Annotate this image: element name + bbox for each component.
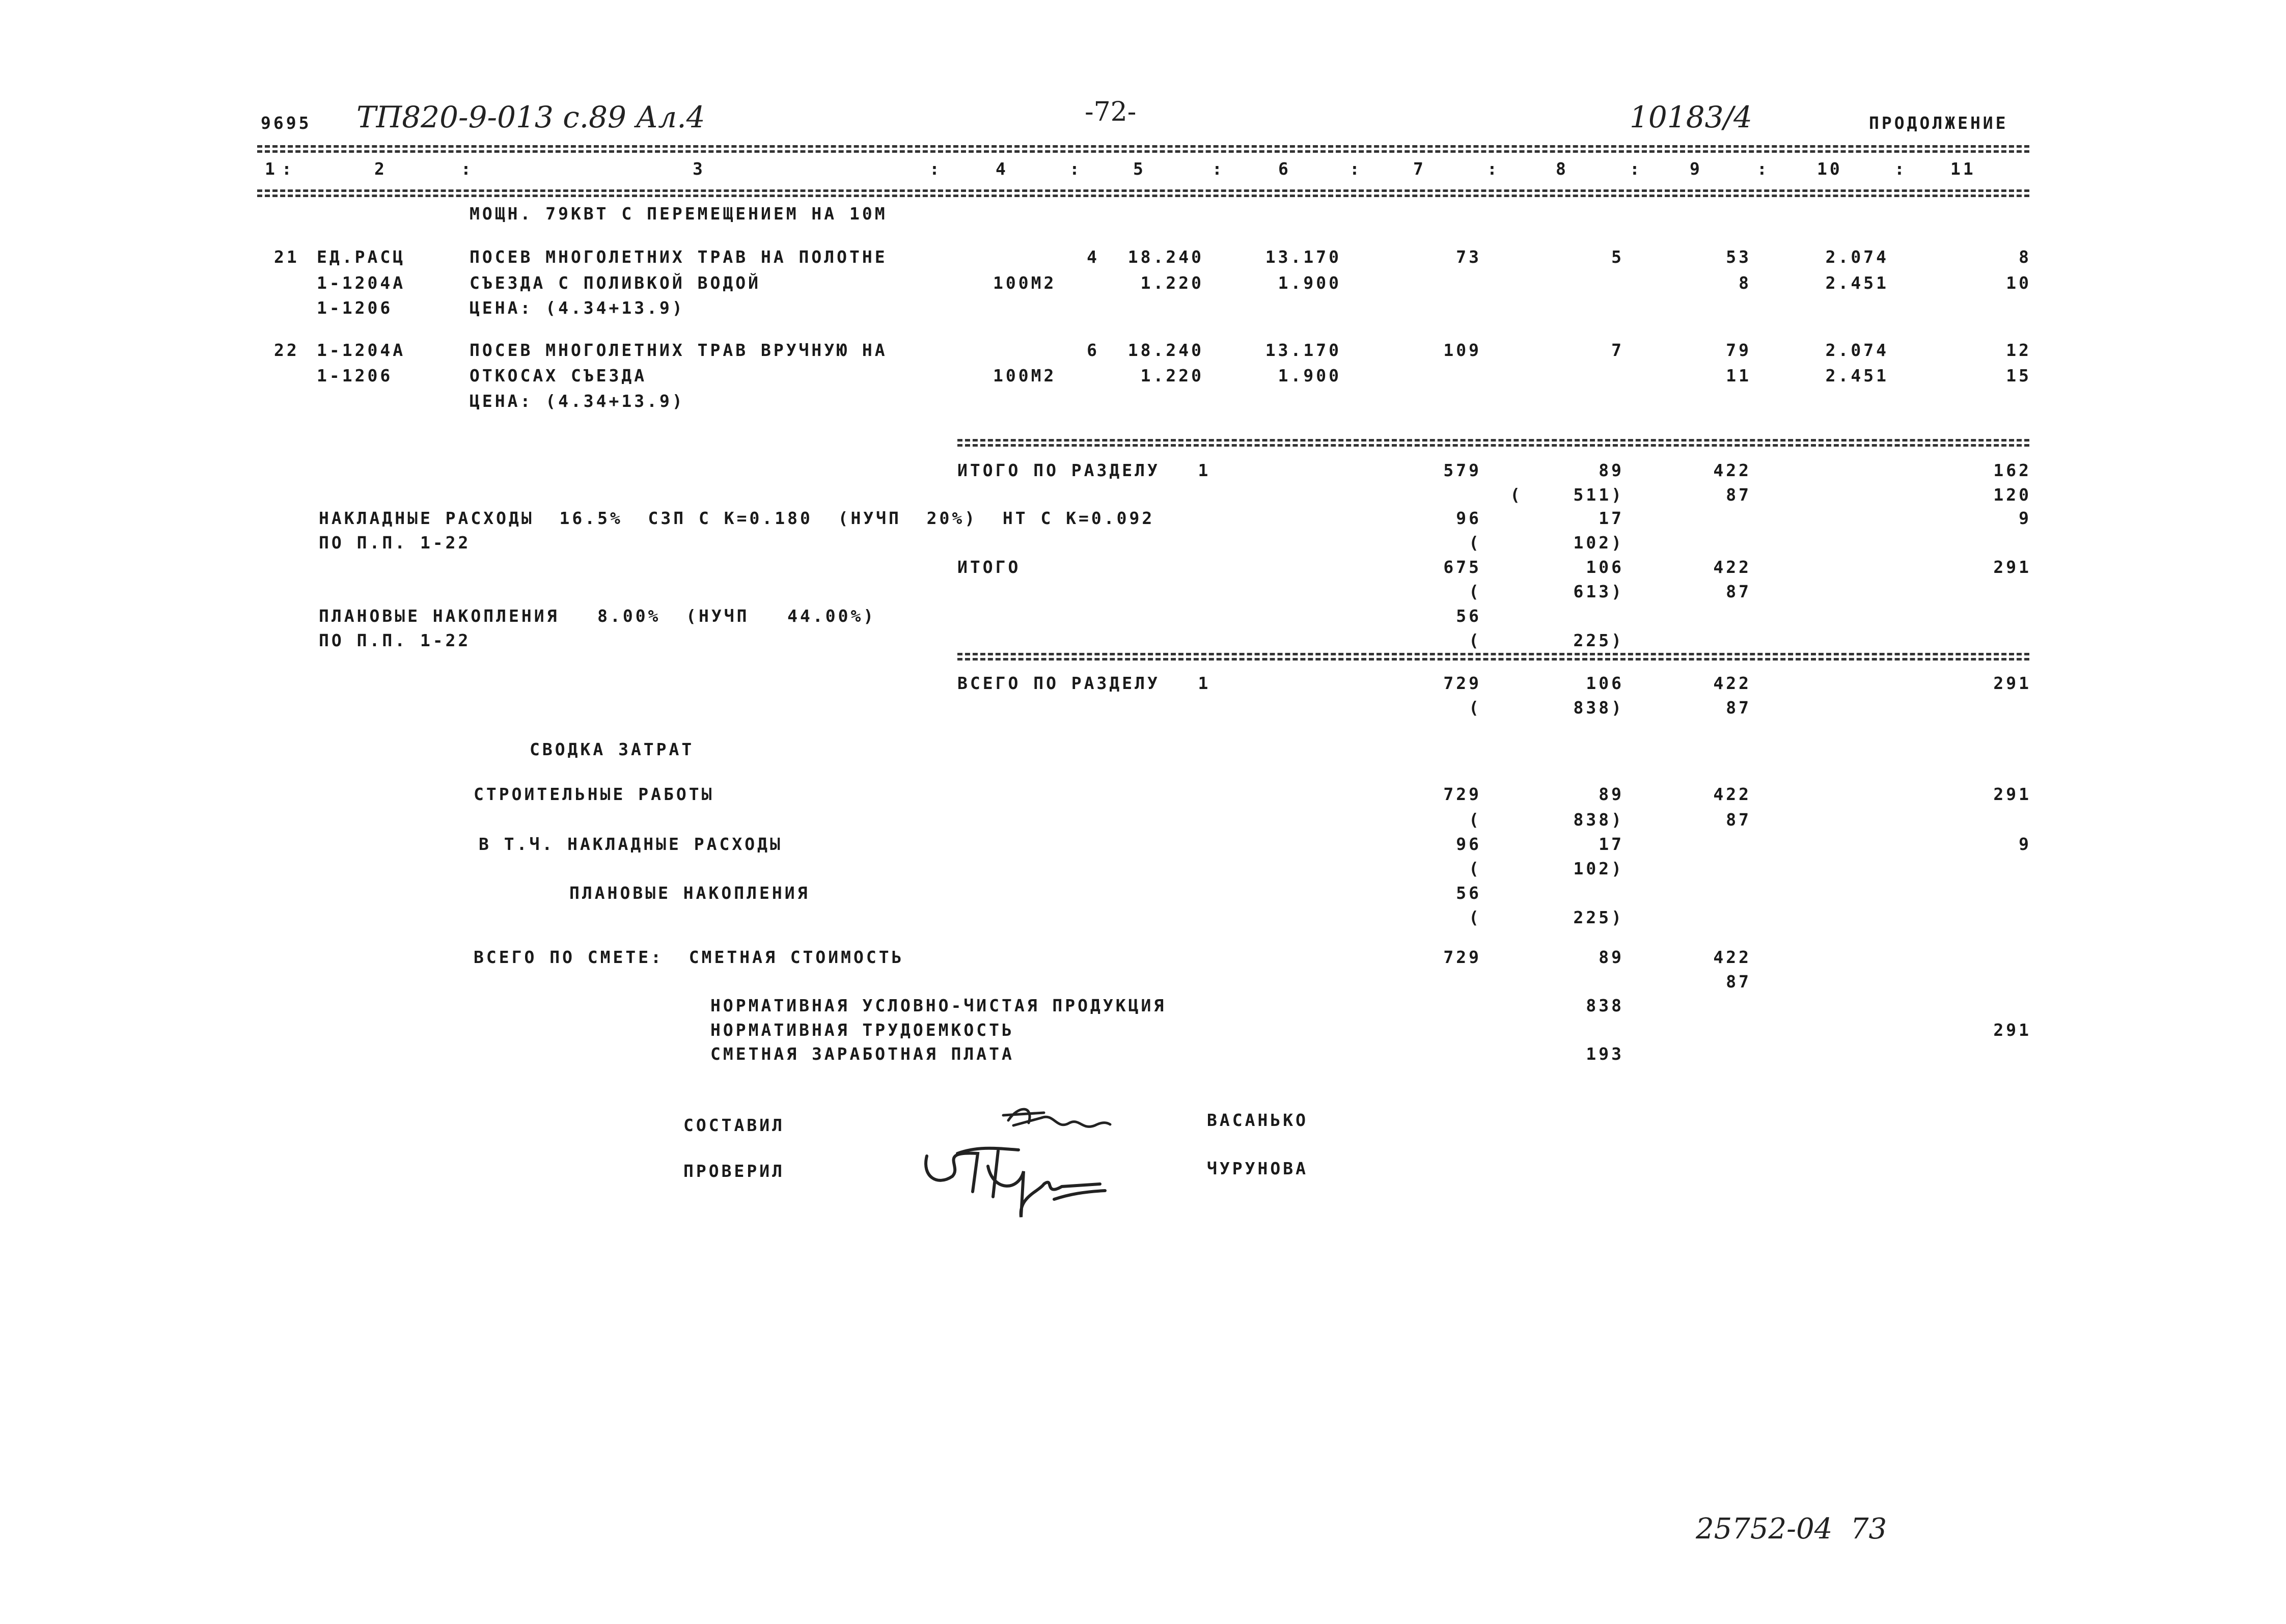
summary-label: В Т.Ч. НАКЛАДНЫЕ РАСХОДЫ [479, 834, 783, 854]
cell: 56 [1456, 606, 1481, 626]
cell: 10 [2006, 273, 2031, 293]
cell: 291 [1993, 557, 2031, 577]
section-rule [957, 653, 2029, 655]
cell: 2.074 [1825, 340, 1889, 360]
cell: 838 [1586, 996, 1624, 1015]
reference-number: 10183/4 [1630, 100, 1752, 134]
cell: ( [1469, 907, 1481, 927]
column-header: 6 [1278, 159, 1291, 179]
cell: 9 [2019, 834, 2031, 854]
cell: 162 [1993, 460, 2031, 480]
section-rule [957, 439, 2029, 442]
summary-label: ПЛАНОВЫЕ НАКОПЛЕНИЯ [569, 883, 810, 903]
summary-title: СВОДКА ЗАТРАТ [530, 739, 695, 759]
cell: 1.900 [1278, 273, 1341, 293]
cell: ( [1469, 630, 1481, 650]
summary-label: СТРОИТЕЛЬНЫЕ РАБОТЫ [474, 784, 714, 804]
item-code: ЕД.РАСЦ [317, 247, 406, 267]
item-unit: 100М2 [993, 273, 1057, 293]
cell: 291 [1993, 1020, 2031, 1040]
cell: ( 511) [1510, 485, 1624, 505]
cell: 2.451 [1825, 366, 1889, 386]
cell: 291 [1993, 784, 2031, 804]
section-rule-2 [957, 658, 2029, 660]
cell: 613) [1573, 582, 1624, 601]
column-header: 9 [1690, 159, 1702, 179]
summary-label: СМЕТНАЯ ЗАРАБОТНАЯ ПЛАТА [710, 1044, 1014, 1064]
item-description: ОТКОСАХ СЪЕЗДА [470, 366, 647, 386]
item-description: ПОСЕВ МНОГОЛЕТНИХ ТРАВ ВРУЧНУЮ НА [470, 340, 888, 360]
continued-label: ПРОДОЛЖЕНИЕ [1869, 113, 2008, 133]
cell: 193 [1586, 1044, 1624, 1064]
item-description: СЪЕЗДА С ПОЛИВКОЙ ВОДОЙ [470, 273, 761, 293]
cell: 102) [1573, 859, 1624, 878]
cell: 87 [1726, 582, 1751, 601]
item-number: 22 [274, 340, 299, 360]
cell: ( [1469, 698, 1481, 718]
checked-name: ЧУРУНОВА [1207, 1159, 1308, 1178]
signature-mark [998, 1095, 1131, 1141]
cell: 2.451 [1825, 273, 1889, 293]
item-description: ПОСЕВ МНОГОЛЕТНИХ ТРАВ НА ПОЛОТНЕ [470, 247, 888, 267]
cell: 675 [1443, 557, 1481, 577]
cell: 89 [1599, 460, 1624, 480]
cell: 87 [1726, 698, 1751, 718]
column-header: 4 [996, 159, 1008, 179]
item-number: 21 [274, 247, 299, 267]
cell: 17 [1599, 834, 1624, 854]
cell: 1.220 [1140, 366, 1204, 386]
cell: ( [1469, 533, 1481, 553]
cell: 106 [1586, 557, 1624, 577]
cell: 8 [2019, 247, 2031, 267]
cell: 89 [1599, 784, 1624, 804]
item-code: 1-1206 [317, 298, 393, 318]
column-header: 11 [1950, 159, 1976, 179]
column-header: 1 [265, 159, 278, 179]
item-unit: 100М2 [993, 366, 1057, 386]
cell: ( [1469, 582, 1481, 601]
cell: 8 [1739, 273, 1751, 293]
cell: 225) [1573, 630, 1624, 650]
cell: 9 [2019, 508, 2031, 528]
item-code: 1-1204А [317, 340, 406, 360]
column-header: 2 [374, 159, 387, 179]
cell: 13.170 [1265, 340, 1341, 360]
cell: 12 [2006, 340, 2031, 360]
cell: 5 [1611, 247, 1624, 267]
cell: 422 [1713, 673, 1751, 693]
cell: ( [1469, 810, 1481, 830]
cell: 422 [1713, 557, 1751, 577]
cell: 56 [1456, 883, 1481, 903]
header-rule-bottom [257, 189, 2029, 192]
cell: 422 [1713, 460, 1751, 480]
cell: 120 [1993, 485, 2031, 505]
cell: 729 [1443, 784, 1481, 804]
cell: 422 [1713, 784, 1751, 804]
summary-label: НОРМАТИВНАЯ ТРУДОЕМКОСТЬ [710, 1020, 1014, 1040]
savings-label: ПО П.П. 1-22 [319, 630, 471, 650]
cell: 96 [1456, 834, 1481, 854]
cell: 11 [1726, 366, 1751, 386]
overhead-label: ПО П.П. 1-22 [319, 533, 471, 553]
cell: 15 [2006, 366, 2031, 386]
cell: 96 [1456, 508, 1481, 528]
cell: 729 [1443, 947, 1481, 967]
compiled-name: ВАСАНЬКО [1207, 1110, 1308, 1130]
cell: 291 [1993, 673, 2031, 693]
cell: 73 [1456, 247, 1481, 267]
column-header: 5 [1133, 159, 1146, 179]
cell: 838) [1573, 810, 1624, 830]
header-rule-top-2 [257, 150, 2029, 153]
column-header: 8 [1556, 159, 1568, 179]
cell: 838) [1573, 698, 1624, 718]
cell: 422 [1713, 947, 1751, 967]
all-section-label: ВСЕГО ПО РАЗДЕЛУ 1 [957, 673, 1211, 693]
column-header: 7 [1413, 159, 1426, 179]
doc-id: ТП820-9-013 с.89 Ал.4 [356, 100, 705, 134]
section-total-label: ИТОГО ПО РАЗДЕЛУ 1 [957, 460, 1211, 480]
header-rule-bottom-2 [257, 195, 2029, 197]
cell: 18.240 [1127, 247, 1204, 267]
savings-label: ПЛАНОВЫЕ НАКОПЛЕНИЯ 8.00% (НУЧП 44.00%) [319, 606, 876, 626]
checked-label: ПРОВЕРИЛ [683, 1161, 785, 1181]
page-number: -72- [1085, 97, 1137, 127]
text-line: МОЩН. 79КВТ С ПЕРЕМЕЩЕНИЕМ НА 10М [470, 204, 888, 224]
item-qty: 6 [1087, 340, 1099, 360]
cell: 109 [1443, 340, 1481, 360]
cell: 79 [1726, 340, 1751, 360]
overhead-label: НАКЛАДНЫЕ РАСХОДЫ 16.5% СЗП С К=0.180 (НУЧП 20%) НТ С К=0.092 [319, 508, 1155, 528]
cell: ( [1469, 859, 1481, 878]
column-header: 10 [1817, 159, 1842, 179]
cell: 89 [1599, 947, 1624, 967]
cell: 102) [1573, 533, 1624, 553]
item-code: 1-1204А [317, 273, 406, 293]
summary-label: ВСЕГО ПО СМЕТЕ: СМЕТНАЯ СТОИМОСТЬ [474, 947, 904, 967]
cell: 225) [1573, 907, 1624, 927]
cell: 106 [1586, 673, 1624, 693]
summary-label: НОРМАТИВНАЯ УСЛОВНО-ЧИСТАЯ ПРОДУКЦИЯ [710, 996, 1167, 1015]
footer-stamp: 25752-04 73 [1696, 1512, 1887, 1546]
compiled-label: СОСТАВИЛ [683, 1115, 785, 1135]
header-rule-top [257, 145, 2029, 148]
item-description: ЦЕНА: (4.34+13.9) [470, 391, 685, 411]
cell: 18.240 [1127, 340, 1204, 360]
cell: 2.074 [1825, 247, 1889, 267]
column-header: 3 [693, 159, 705, 179]
section-rule-2 [957, 444, 2029, 447]
cell: 7 [1611, 340, 1624, 360]
item-code: 1-1206 [317, 366, 393, 386]
cell: 53 [1726, 247, 1751, 267]
cell: 87 [1726, 485, 1751, 505]
itogo-label: ИТОГО [957, 557, 1021, 577]
cell: 1.900 [1278, 366, 1341, 386]
cell: 1.220 [1140, 273, 1204, 293]
doc-code: 9695 [261, 113, 312, 133]
item-qty: 4 [1087, 247, 1099, 267]
signature-mark [917, 1136, 1131, 1227]
cell: 13.170 [1265, 247, 1341, 267]
cell: 579 [1443, 460, 1481, 480]
cell: 17 [1599, 508, 1624, 528]
cell: 87 [1726, 972, 1751, 992]
cell: 729 [1443, 673, 1481, 693]
item-description: ЦЕНА: (4.34+13.9) [470, 298, 685, 318]
cell: 87 [1726, 810, 1751, 830]
